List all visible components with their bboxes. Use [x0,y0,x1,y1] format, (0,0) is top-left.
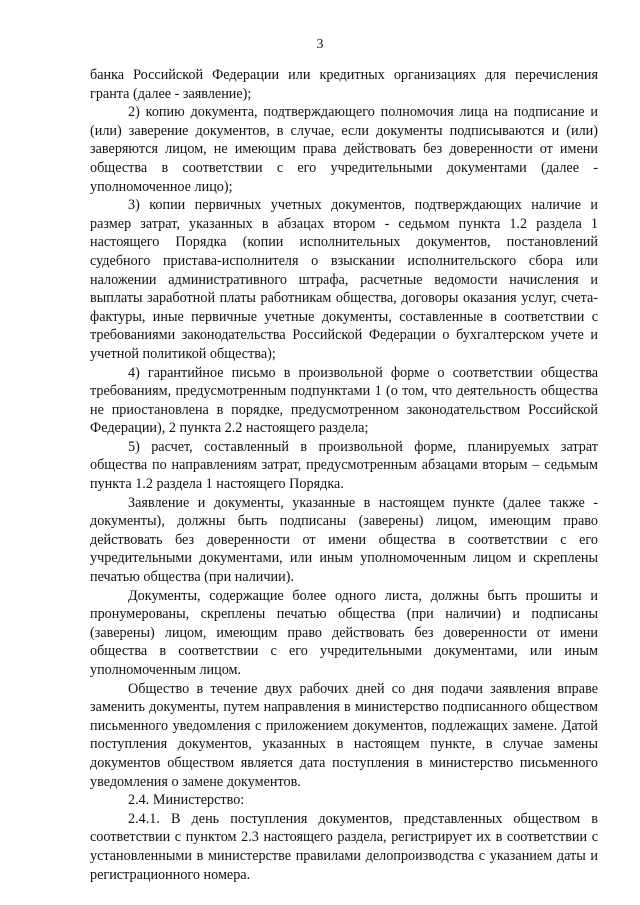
paragraph-item-3-accounting-documents: 3) копии первичных учетных документов, подтверждающих наличие и размер затрат, указанных в абзацах втором - седьмом пункта 1.2 раздела 1 настоящего Порядка (копии исполнительных документов, постановлений судебного пристава-исполнителя о взыскании исполнительского сбора или наложении административного штрафа, расчетные ведомости начисления и выплаты заработной платы работникам общества, договоры оказания услуг, счета-фактуры, иные первичные учетные документы, составленные в соответствии с требованиями законодательства Российской Федерации о бухгалтерском учете и учетной политикой общества); [90,197,598,362]
page-number: 3 [316,37,324,52]
document-body [90,66,598,884]
paragraph-item-5-cost-calculation: 5) расчет, составленный в произвольной форме, планируемых затрат общества по направлениям затрат, предусмотренным абзацами вторым – седьмым пункта 1.2 раздела 1 настоящего Порядка. [90,438,598,493]
paragraph-item-4-guarantee-letter: 4) гарантийное письмо в произвольной форме о соответствии общества требованиям, предусмотренным подпунктами 1 (о том, что деятельность общества не приостановлена в порядке, предусмотренном законодательством Российской Федерации), 2 пункта 2.2 настоящего раздела; [90,364,598,437]
paragraph-multi-sheet-documents: Документы, содержащие более одного листа, должны быть прошиты и пронумерованы, скреплены печатью общества (при наличии) и подписаны (заверены) лицом, имеющим право действовать без доверенности от имени общества в соответствии с его учредительными документами, или иным уполномоченным лицом. [90,587,598,678]
section-heading-2-4: 2.4. Министерство: [128,792,245,809]
paragraph-item-2-authority-copy: 2) копию документа, подтверждающего полномочия лица на подписание и (или) заверение документов, в случае, если документы подписываются и (или) заверяются лицом, не имеющим права действовать без доверенности от имени общества в соответствии с его учредительными документами (далее - уполномоченное лицо); [90,104,598,195]
paragraph-application-bank: банка Российской Федерации или кредитных организациях для перечисления гранта (далее - заявление); [90,67,598,102]
paragraph-document-replacement: Общество в течение двух рабочих дней со дня подачи заявления вправе заменить документы, путем направления в министерство подписанного обществом письменного уведомления с приложением документов, подлежащих замене. Датой поступления документов, указанных в настоящем пункте, в случае замены документов обществом является дата поступления в министерство письменного уведомления о замене документов. [90,680,598,790]
paragraph-2-4-1-registration: 2.4.1. В день поступления документов, представленных обществом в соответствии с пунктом 2.3 настоящего раздела, регистрирует их в соответствии с установленными в министерстве правилами делопроизводства с указанием даты и регистрационного номера. [90,810,598,883]
paragraph-signature-requirements: Заявление и документы, указанные в настоящем пункте (далее также - документы), должны быть подписаны (заверены) лицом, имеющим право действовать без доверенности от имени общества в соответствии с его учредительными документами, или иным уполномоченным лицом и скреплены печатью общества (при наличии). [90,494,598,586]
